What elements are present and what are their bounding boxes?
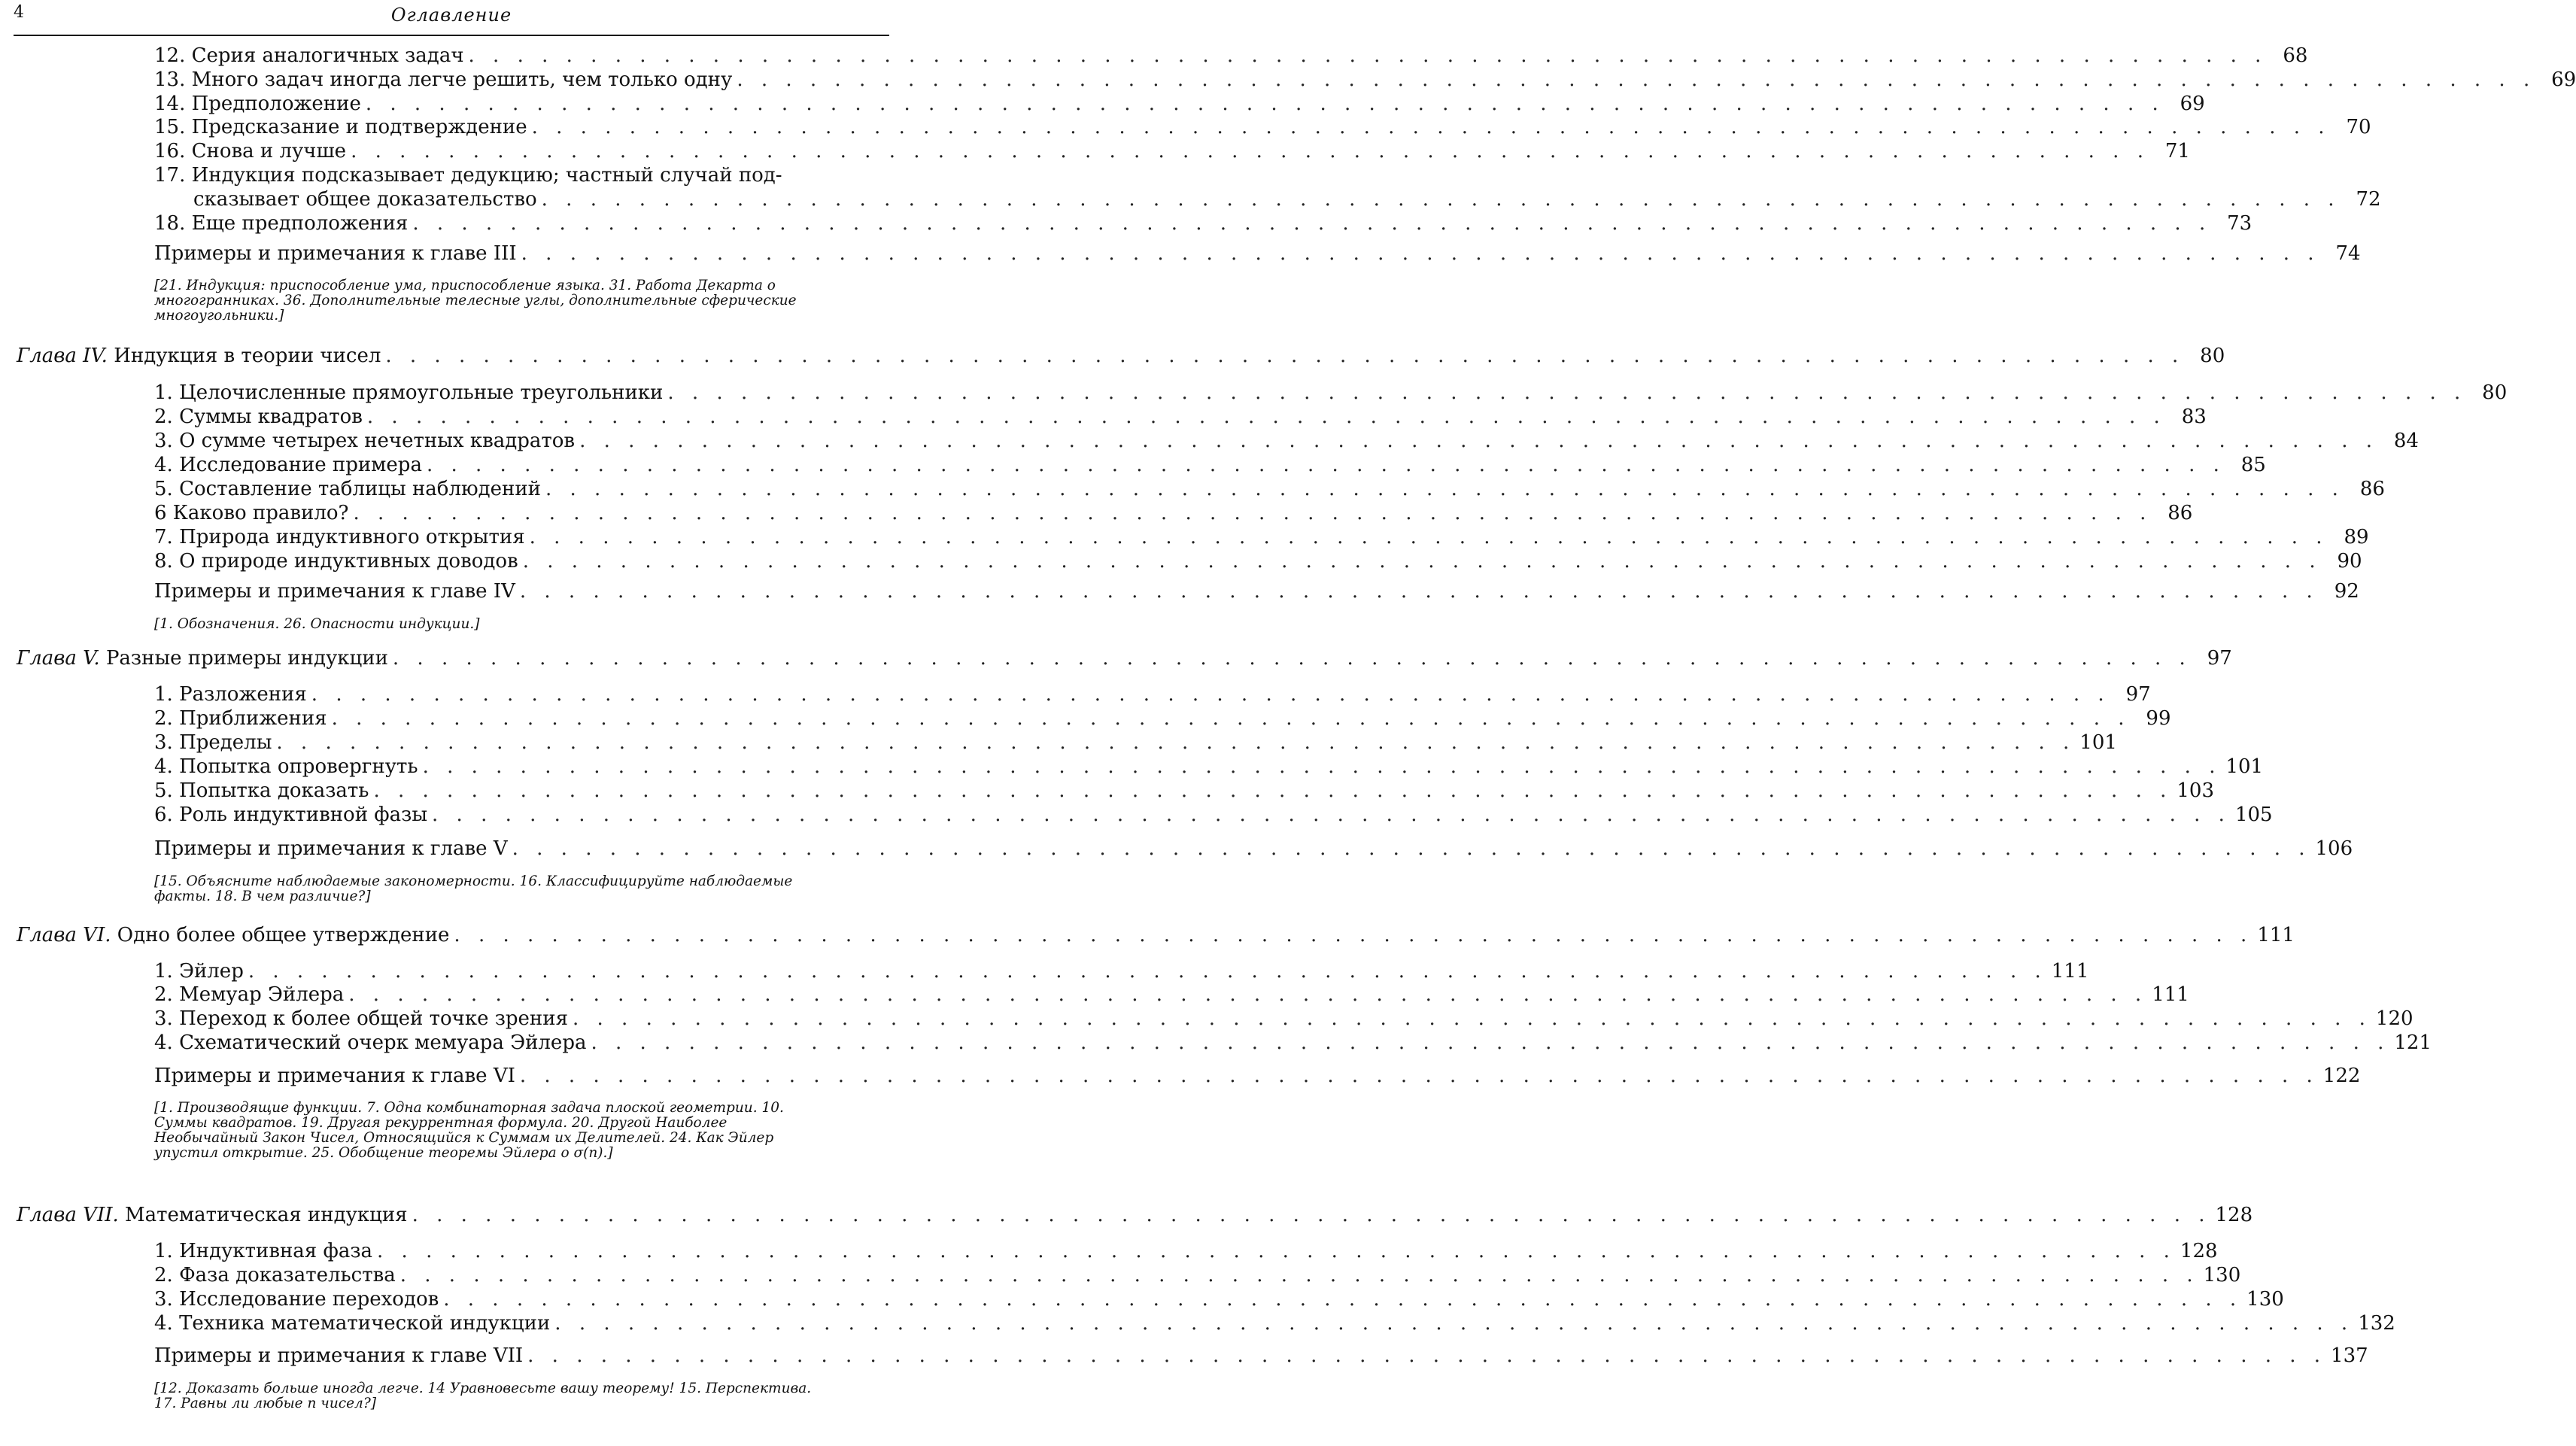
entry-title: Примеры и примечания к главе V bbox=[154, 837, 508, 860]
toc-chapter-entry[interactable] bbox=[17, 1203, 2253, 1227]
entry-title: 14. Предположение bbox=[154, 93, 361, 115]
dot-leader: . . . . . . . . . . . . . . . . . . . . . . . . . . . . . . . . . . . . . . . . . . . . . . . . . . . . . . . . . . . . . . . . . . . . . . . . . . bbox=[512, 837, 2311, 860]
entry-title: 16. Снова и лучше bbox=[154, 140, 347, 163]
toc-section-entry[interactable] bbox=[154, 453, 2266, 477]
page-reference: 121 bbox=[2394, 1031, 2432, 1054]
dot-leader: . . . . . . . . . . . . . . . . . . . . . . . . . . . . . . . . . . . . . . . . . . . . . . . . . . . . . . . . . . . . . . . . . . . . . . . . . . bbox=[377, 1240, 2176, 1262]
dot-leader: . . . . . . . . . . . . . . . . . . . . . . . . . . . . . . . . . . . . . . . . . . . . . . . . . . . . . . . . . . . . . . . . . . . . . . . . . . bbox=[468, 44, 2268, 67]
dot-leader: . . . . . . . . . . . . . . . . . . . . . . . . . . . . . . . . . . . . . . . . . . . . . . . . . . . . . . . . . . . . . . . . . . . . . . . . . . bbox=[432, 804, 2231, 826]
toc-section-entry[interactable] bbox=[154, 477, 2385, 501]
chapter-label: Глава IV. bbox=[17, 345, 108, 367]
entry-title: 13. Много задач иногда легче решить, чем только одну bbox=[154, 68, 733, 91]
toc-chapter-entry[interactable] bbox=[17, 646, 2232, 670]
entry-title: 3. О сумме четырех нечетных квадратов bbox=[154, 430, 576, 452]
page-reference: 99 bbox=[2146, 707, 2171, 730]
dot-leader: . . . . . . . . . . . . . . . . . . . . . . . . . . . . . . . . . . . . . . . . . . . . . . . . . . . . . . . . . . . . . . . . . . . . . . . . . . bbox=[351, 140, 2149, 163]
dot-leader: . . . . . . . . . . . . . . . . . . . . . . . . . . . . . . . . . . . . . . . . . . . . . . . . . . . . . . . . . . . . . . . . . . . . . . . . . . bbox=[521, 242, 2320, 265]
entry-title: 1. Разложения bbox=[154, 683, 307, 706]
dot-leader: . . . . . . . . . . . . . . . . . . . . . . . . . . . . . . . . . . . . . . . . . . . . . . . . . . . . . . . . . . . . . . . . . . . . . . . . . . bbox=[531, 116, 2331, 138]
entry-title bbox=[17, 1203, 408, 1227]
page-reference: 80 bbox=[2482, 381, 2508, 404]
page-reference: 84 bbox=[2393, 430, 2419, 452]
dot-leader: . . . . . . . . . . . . . . . . . . . . . . . . . . . . . . . . . . . . . . . . . . . . . . . . . . . . . . . . . . . . . . . . . . . . . . . . . . bbox=[392, 647, 2192, 670]
page-reference: 69 bbox=[2551, 68, 2576, 91]
toc-section-entry[interactable] bbox=[154, 44, 2308, 68]
dot-leader: . . . . . . . . . . . . . . . . . . . . . . . . . . . . . . . . . . . . . . . . . . . . . . . . . . . . . . . . . . . . . . . . . . . . . . . . . . bbox=[443, 1288, 2243, 1311]
entry-title bbox=[17, 646, 388, 670]
dot-leader: . . . . . . . . . . . . . . . . . . . . . . . . . . . . . . . . . . . . . . . . . . . . . . . . . . . . . . . . . . . . . . . . . . . . . . . . . . bbox=[276, 731, 2076, 754]
page-reference: 120 bbox=[2375, 1007, 2413, 1030]
chapter-title: Разные примеры индукции bbox=[105, 647, 388, 670]
toc-section-entry[interactable] bbox=[154, 187, 2381, 211]
entry-title: 2. Приближения bbox=[154, 707, 327, 730]
toc-section-entry[interactable] bbox=[154, 1031, 2432, 1055]
toc-section-entry[interactable] bbox=[154, 501, 2193, 525]
page-reference: 128 bbox=[2180, 1240, 2218, 1262]
toc-section-entry[interactable] bbox=[154, 211, 2252, 235]
page-reference: 90 bbox=[2337, 550, 2362, 573]
toc-section-entry[interactable] bbox=[154, 549, 2362, 573]
page-reference: 137 bbox=[2331, 1344, 2368, 1367]
page-reference: 105 bbox=[2234, 804, 2273, 826]
page-reference: 85 bbox=[2240, 454, 2266, 476]
dot-leader: . . . . . . . . . . . . . . . . . . . . . . . . . . . . . . . . . . . . . . . . . . . . . . . . . . . . . . . . . . . . . . . . . . . . . . . . . . bbox=[554, 1312, 2354, 1335]
chapter-title: Одно более общее утверждение bbox=[117, 924, 450, 946]
toc-section-entry[interactable] bbox=[154, 706, 2171, 731]
entry-title: 3. Переход к более общей точке зрения bbox=[154, 1007, 568, 1030]
entry-title: 4. Попытка опровергнуть bbox=[154, 755, 418, 778]
toc-section-entry[interactable] bbox=[154, 525, 2369, 549]
entry-title: 3. Исследование переходов bbox=[154, 1288, 439, 1311]
page-reference: 86 bbox=[2359, 478, 2385, 500]
dot-leader: . . . . . . . . . . . . . . . . . . . . . . . . . . . . . . . . . . . . . . . . . . . . . . . . . . . . . . . . . . . . . . . . . . . . . . . . . . bbox=[519, 1065, 2319, 1087]
page-reference: 122 bbox=[2322, 1065, 2361, 1087]
entry-title: 4. Исследование примера bbox=[154, 454, 422, 476]
dot-leader: . . . . . . . . . . . . . . . . . . . . . . . . . . . . . . . . . . . . . . . . . . . . . . . . . . . . . . . . . . . . . . . . . . . . . . . . . . bbox=[545, 478, 2344, 500]
dot-leader: . . . . . . . . . . . . . . . . . . . . . . . . . . . . . . . . . . . . . . . . . . . . . . . . . . . . . . . . . . . . . . . . . . . . . . . . . . bbox=[667, 381, 2467, 404]
page-reference: 128 bbox=[2215, 1204, 2253, 1226]
dot-leader: . . . . . . . . . . . . . . . . . . . . . . . . . . . . . . . . . . . . . . . . . . . . . . . . . . . . . . . . . . . . . . . . . . . . . . . . . . bbox=[353, 502, 2152, 524]
page-reference: 69 bbox=[2180, 93, 2205, 115]
dot-leader: . . . . . . . . . . . . . . . . . . . . . . . . . . . . . . . . . . . . . . . . . . . . . . . . . . . . . . . . . . . . . . . . . . . . . . . . . . bbox=[412, 212, 2212, 235]
chapter-label: Глава V. bbox=[17, 647, 100, 670]
page-reference: 89 bbox=[2344, 526, 2369, 548]
dot-leader: . . . . . . . . . . . . . . . . . . . . . . . . . . . . . . . . . . . . . . . . . . . . . . . . . . . . . . . . . . . . . . . . . . . . . . . . . . bbox=[529, 526, 2328, 548]
toc-section-entry[interactable] bbox=[154, 803, 2273, 827]
entry-title: 5. Попытка доказать bbox=[154, 779, 369, 802]
entry-title: Примеры и примечания к главе III bbox=[154, 242, 517, 265]
chapter-title: Математическая индукция bbox=[125, 1204, 408, 1226]
page-reference: 101 bbox=[2225, 755, 2264, 778]
dot-leader: . . . . . . . . . . . . . . . . . . . . . . . . . . . . . . . . . . . . . . . . . . . . . . . . . . . . . . . . . . . . . . . . . . . . . . . . . . bbox=[541, 188, 2341, 211]
toc-section-entry[interactable] bbox=[154, 1239, 2218, 1263]
entry-title: 15. Предсказание и подтверждение bbox=[154, 116, 527, 138]
page-reference: 130 bbox=[2246, 1288, 2284, 1311]
entry-title: 5. Составление таблицы наблюдений bbox=[154, 478, 541, 500]
dot-leader: . . . . . . . . . . . . . . . . . . . . . . . . . . . . . . . . . . . . . . . . . . . . . . . . . . . . . . . . . . . . . . . . . . . . . . . . . . bbox=[737, 68, 2536, 91]
entry-title: Примеры и примечания к главе VI bbox=[154, 1065, 515, 1087]
toc-section-entry[interactable] bbox=[154, 1287, 2284, 1311]
toc-section-entry[interactable] bbox=[154, 429, 2419, 453]
page-reference: 101 bbox=[2079, 731, 2117, 754]
toc-section-entry[interactable] bbox=[154, 779, 2215, 803]
toc-section-entry[interactable] bbox=[154, 1311, 2395, 1335]
toc-section-entry[interactable] bbox=[154, 1344, 2368, 1368]
page-reference: 80 bbox=[2200, 345, 2225, 367]
toc-section-entry[interactable] bbox=[154, 731, 2117, 755]
entry-title: 2. Мемуар Эйлера bbox=[154, 983, 345, 1006]
page-reference: 111 bbox=[2257, 924, 2295, 946]
toc-note: [1. Производящие функции. 7. Одна комбинаторная задача плоской геометрии. 10. Суммы квадратов. 19. Другая рекуррентная формула. 20. Другой Наиболее Необычайный Закон Чисел, Относящийся к Суммам их Делителей. 24. Как Эйлер упустил открытие. 25. Обобщение теоремы Эйлера о σ(n).] bbox=[154, 1100, 784, 1161]
toc-section-entry[interactable] bbox=[154, 92, 2205, 116]
toc-section-entry[interactable] bbox=[154, 682, 2151, 706]
entry-title: Примеры и примечания к главе VII bbox=[154, 1344, 524, 1367]
toc-section-entry[interactable] bbox=[154, 1263, 2241, 1287]
entry-title: 3. Пределы bbox=[154, 731, 272, 754]
page-reference: 83 bbox=[2181, 406, 2207, 428]
page-reference: 106 bbox=[2315, 837, 2353, 860]
dot-leader: . . . . . . . . . . . . . . . . . . . . . . . . . . . . . . . . . . . . . . . . . . . . . . . . . . . . . . . . . . . . . . . . . . . . . . . . . . bbox=[385, 345, 2185, 367]
toc-section-entry[interactable] bbox=[154, 755, 2264, 779]
entry-title: Примеры и примечания к главе IV bbox=[154, 580, 515, 603]
toc-section-entry[interactable] bbox=[154, 983, 2189, 1007]
toc-section-entry[interactable] bbox=[154, 242, 2361, 266]
toc-section-entry[interactable] bbox=[154, 959, 2089, 983]
dot-leader: . . . . . . . . . . . . . . . . . . . . . . . . . . . . . . . . . . . . . . . . . . . . . . . . . . . . . . . . . . . . . . . . . . . . . . . . . . bbox=[522, 550, 2322, 573]
dot-leader: . . . . . . . . . . . . . . . . . . . . . . . . . . . . . . . . . . . . . . . . . . . . . . . . . . . . . . . . . . . . . . . . . . . . . . . . . . bbox=[573, 1007, 2371, 1030]
toc-section-entry[interactable] bbox=[154, 381, 2508, 405]
entry-title bbox=[17, 923, 449, 947]
dot-leader: . . . . . . . . . . . . . . . . . . . . . . . . . . . . . . . . . . . . . . . . . . . . . . . . . . . . . . . . . . . . . . . . . . . . . . . . . . bbox=[519, 580, 2319, 603]
page-number: 4 bbox=[14, 3, 24, 22]
entry-title: 1. Целочисленные прямоугольные треугольники bbox=[154, 381, 664, 404]
dot-leader: . . . . . . . . . . . . . . . . . . . . . . . . . . . . . . . . . . . . . . . . . . . . . . . . . . . . . . . . . . . . . . . . . . . . . . . . . . bbox=[422, 755, 2222, 778]
entry-title: 6. Роль индуктивной фазы bbox=[154, 804, 428, 826]
toc-note: [1. Обозначения. 26. Опасности индукции.] bbox=[154, 616, 480, 632]
entry-title: 6 Каково правило? bbox=[154, 502, 349, 524]
page-reference: 92 bbox=[2334, 580, 2359, 603]
page-reference: 97 bbox=[2207, 647, 2232, 670]
entry-title: 4. Техника математической индукции bbox=[154, 1312, 551, 1335]
page-reference: 72 bbox=[2356, 188, 2381, 211]
dot-leader: . . . . . . . . . . . . . . . . . . . . . . . . . . . . . . . . . . . . . . . . . . . . . . . . . . . . . . . . . . . . . . . . . . . . . . . . . . bbox=[591, 1031, 2390, 1054]
page-reference: 74 bbox=[2335, 242, 2361, 265]
entry-title: 8. О природе индуктивных доводов bbox=[154, 550, 518, 573]
dot-leader: . . . . . . . . . . . . . . . . . . . . . . . . . . . . . . . . . . . . . . . . . . . . . . . . . . . . . . . . . . . . . . . . . . . . . . . . . . bbox=[366, 406, 2166, 428]
dot-leader: . . . . . . . . . . . . . . . . . . . . . . . . . . . . . . . . . . . . . . . . . . . . . . . . . . . . . . . . . . . . . . . . . . . . . . . . . . bbox=[348, 983, 2148, 1006]
chapter-label: Глава VII. bbox=[17, 1204, 119, 1226]
toc-section-entry[interactable] bbox=[154, 579, 2359, 603]
dot-leader: . . . . . . . . . . . . . . . . . . . . . . . . . . . . . . . . . . . . . . . . . . . . . . . . . . . . . . . . . . . . . . . . . . . . . . . . . . bbox=[527, 1344, 2327, 1367]
page-reference: 111 bbox=[2051, 960, 2089, 983]
chapter-title: Индукция в теории чисел bbox=[114, 345, 381, 367]
dot-leader: . . . . . . . . . . . . . . . . . . . . . . . . . . . . . . . . . . . . . . . . . . . . . . . . . . . . . . . . . . . . . . . . . . . . . . . . . . bbox=[412, 1204, 2211, 1226]
entry-title: 2. Суммы квадратов bbox=[154, 406, 363, 428]
entry-title: 4. Схематический очерк мемуара Эйлера bbox=[154, 1031, 587, 1054]
page-reference: 130 bbox=[2203, 1264, 2241, 1287]
dot-leader: . . . . . . . . . . . . . . . . . . . . . . . . . . . . . . . . . . . . . . . . . . . . . . . . . . . . . . . . . . . . . . . . . . . . . . . . . . bbox=[579, 430, 2378, 452]
toc-section-entry[interactable] bbox=[154, 1007, 2413, 1031]
page-header bbox=[14, 3, 889, 36]
page-reference: 97 bbox=[2125, 683, 2151, 706]
page-reference: 71 bbox=[2164, 140, 2190, 163]
entry-title: 1. Эйлер bbox=[154, 960, 244, 983]
chapter-label: Глава VI. bbox=[17, 924, 111, 946]
dot-leader: . . . . . . . . . . . . . . . . . . . . . . . . . . . . . . . . . . . . . . . . . . . . . . . . . . . . . . . . . . . . . . . . . . . . . . . . . . bbox=[248, 960, 2047, 983]
dot-leader: . . . . . . . . . . . . . . . . . . . . . . . . . . . . . . . . . . . . . . . . . . . . . . . . . . . . . . . . . . . . . . . . . . . . . . . . . . bbox=[399, 1264, 2199, 1287]
entry-title: 2. Фаза доказательства bbox=[154, 1264, 396, 1287]
page-reference: 86 bbox=[2167, 502, 2193, 524]
dot-leader: . . . . . . . . . . . . . . . . . . . . . . . . . . . . . . . . . . . . . . . . . . . . . . . . . . . . . . . . . . . . . . . . . . . . . . . . . . bbox=[365, 93, 2164, 115]
toc-chapter-entry[interactable] bbox=[17, 344, 2225, 368]
dot-leader: . . . . . . . . . . . . . . . . . . . . . . . . . . . . . . . . . . . . . . . . . . . . . . . . . . . . . . . . . . . . . . . . . . . . . . . . . . bbox=[373, 779, 2173, 802]
page-reference: 70 bbox=[2346, 116, 2371, 138]
entry-title bbox=[17, 344, 381, 368]
dot-leader: . . . . . . . . . . . . . . . . . . . . . . . . . . . . . . . . . . . . . . . . . . . . . . . . . . . . . . . . . . . . . . . . . . . . . . . . . . bbox=[454, 924, 2253, 946]
entry-title: сказывает общее доказательство bbox=[193, 188, 537, 211]
entry-title: 18. Еще предположения bbox=[154, 212, 409, 235]
toc-section-entry[interactable] bbox=[154, 1064, 2361, 1088]
page-reference: 132 bbox=[2358, 1312, 2395, 1335]
entry-title: 1. Индуктивная фаза bbox=[154, 1240, 373, 1262]
page-title: Оглавление bbox=[390, 5, 512, 26]
toc-note: [12. Доказать больше иногда легче. 14 Уравновесьте вашу теорему! 15. Перспектива. 17. Равны ли любые n чисел?] bbox=[154, 1381, 812, 1411]
dot-leader: . . . . . . . . . . . . . . . . . . . . . . . . . . . . . . . . . . . . . . . . . . . . . . . . . . . . . . . . . . . . . . . . . . . . . . . . . . bbox=[331, 707, 2131, 730]
toc-section-entry[interactable] bbox=[154, 68, 2576, 92]
toc-section-entry[interactable] bbox=[154, 139, 2190, 163]
entry-title: 7. Природа индуктивного открытия bbox=[154, 526, 525, 548]
page-reference: 73 bbox=[2227, 212, 2252, 235]
toc-section-entry[interactable] bbox=[154, 405, 2207, 429]
entry-title: 17. Индукция подсказывает дедукцию; частный случай под- bbox=[154, 164, 782, 187]
page-reference: 111 bbox=[2152, 983, 2189, 1006]
page-reference: 68 bbox=[2283, 44, 2308, 67]
toc-section-entry[interactable] bbox=[154, 163, 892, 187]
toc-note: [15. Объясните наблюдаемые закономерности. 16. Классифицируйте наблюдаемые факты. 18. В чем различие?] bbox=[154, 873, 793, 904]
toc-chapter-entry[interactable] bbox=[17, 923, 2295, 947]
entry-title: 12. Серия аналогичных задач bbox=[154, 44, 464, 67]
toc-section-entry[interactable] bbox=[154, 837, 2353, 861]
dot-leader: . . . . . . . . . . . . . . . . . . . . . . . . . . . . . . . . . . . . . . . . . . . . . . . . . . . . . . . . . . . . . . . . . . . . . . . . . . bbox=[311, 683, 2110, 706]
toc-note: [21. Индукция: приспособление ума, приспособление языка. 31. Работа Декарта о многогранниках. 36. Дополнительные телесные углы, дополнительные сферические многоугольники.] bbox=[154, 278, 797, 324]
dot-leader: . . . . . . . . . . . . . . . . . . . . . . . . . . . . . . . . . . . . . . . . . . . . . . . . . . . . . . . . . . . . . . . . . . . . . . . . . . bbox=[426, 454, 2225, 476]
page-reference: 103 bbox=[2177, 779, 2215, 802]
toc-section-entry[interactable] bbox=[154, 115, 2371, 139]
